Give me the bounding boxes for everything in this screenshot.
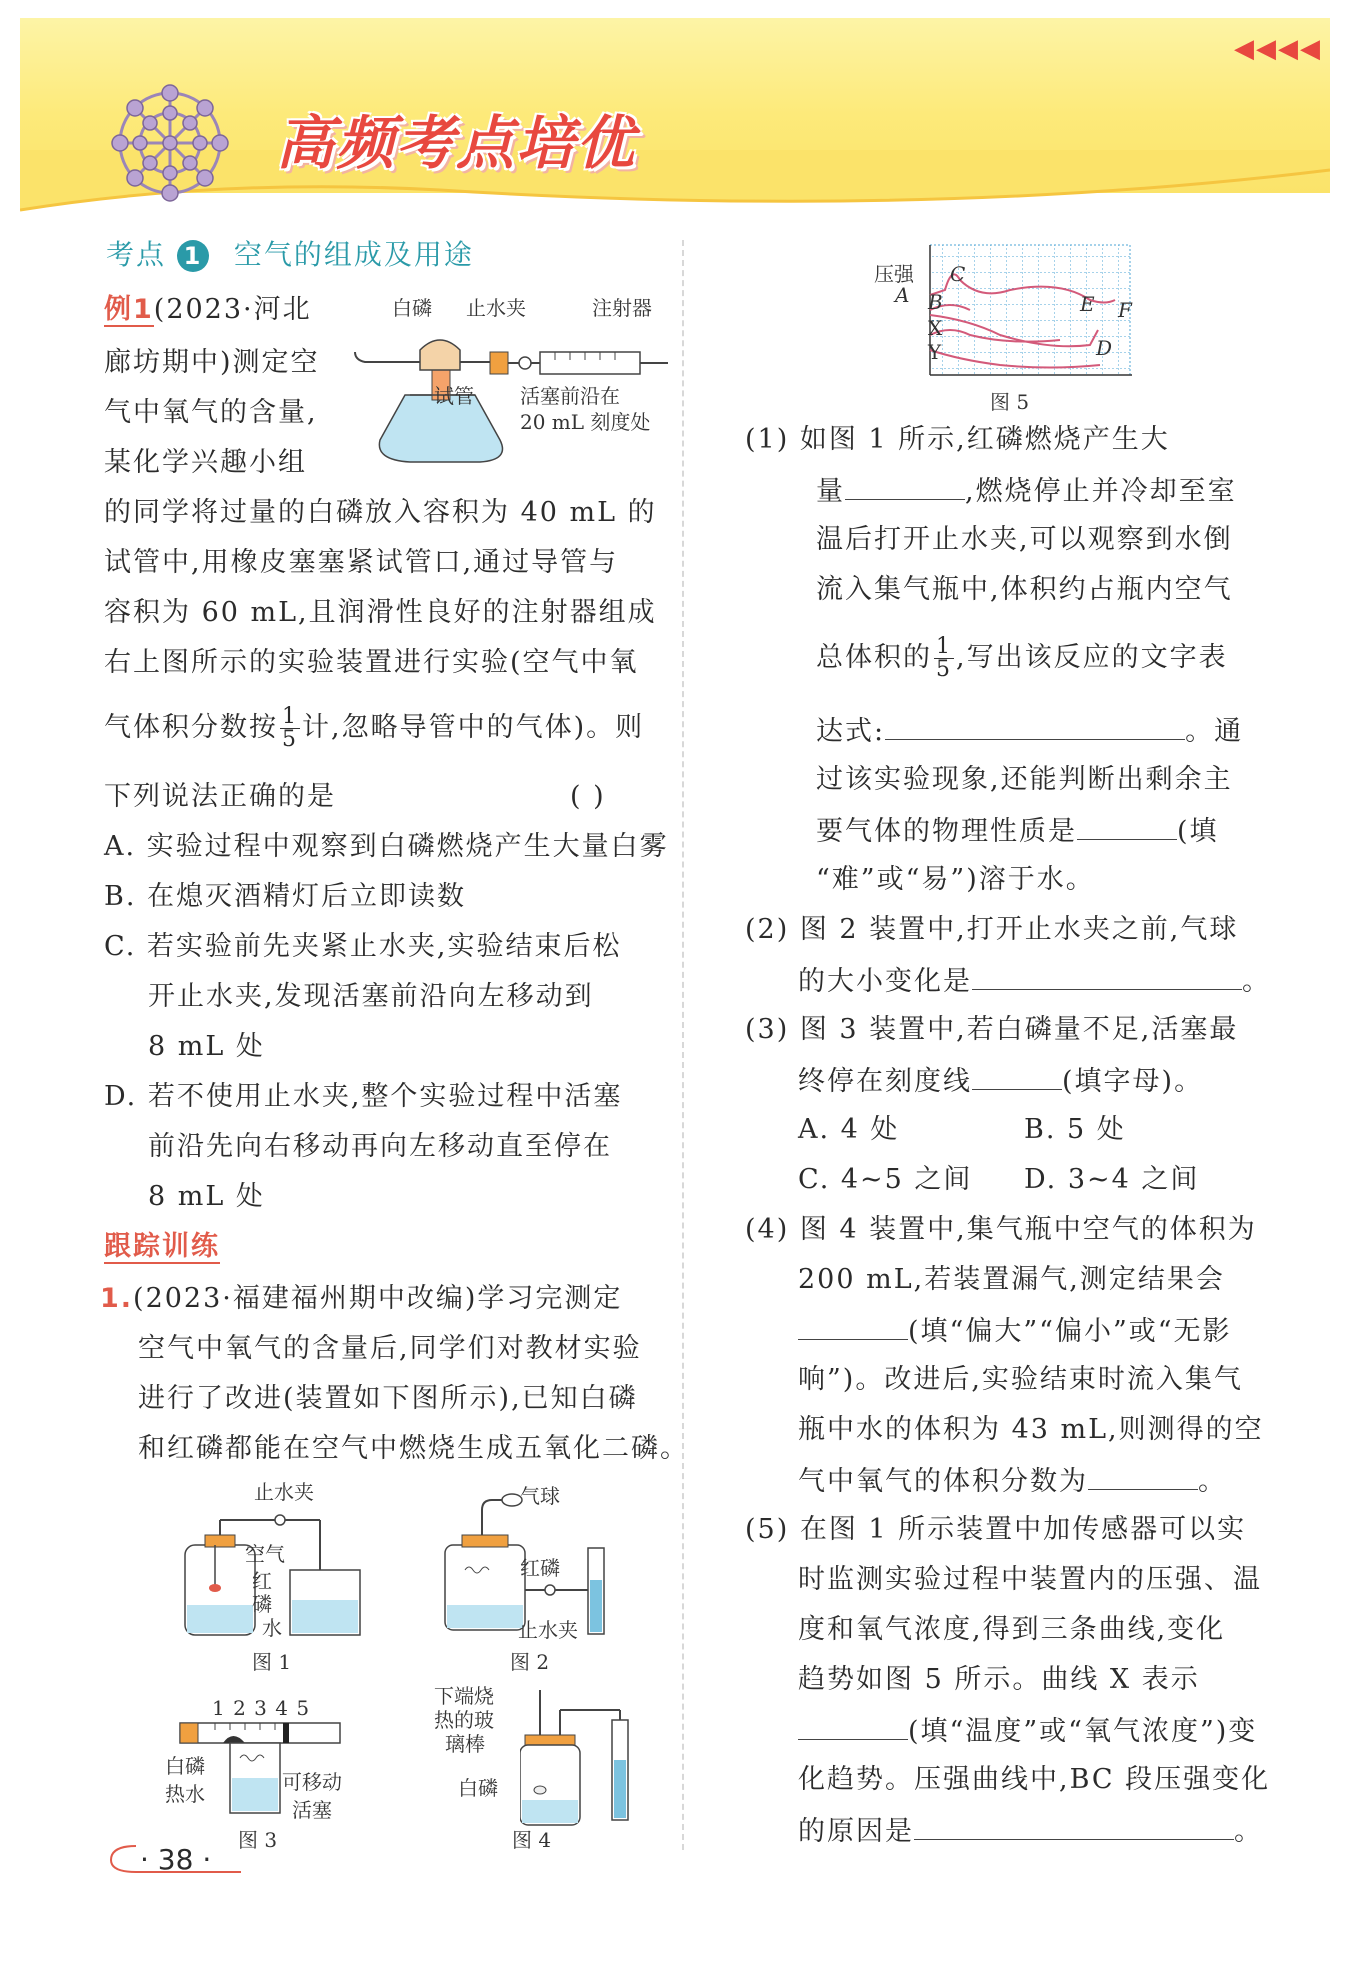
fig5-point-d: D [1096,336,1113,360]
figure-4 [520,1690,640,1830]
q1-line-8: 要气体的物理性质是 (填 [816,816,1219,847]
fig3-piston-1: 可移动 [282,1770,342,1794]
example-line-3: 气中氧气的含量, [104,397,318,428]
problem1-line-4: 和红磷都能在空气中燃烧生成五氧化二磷。 [138,1433,689,1464]
fig1-clamp-label: 止水夹 [254,1480,314,1504]
fig1-water: 水 [262,1616,282,1640]
problem1-number: 1. [100,1283,134,1314]
q3-option-c: C. 4~5 之间 [798,1164,973,1195]
column-divider [682,240,684,1850]
fig4-rod-2: 热的玻 [434,1708,494,1732]
q1-line-9: “难”或“易”)溶于水。 [816,864,1095,895]
option-b: B. 在熄灭酒精灯后立即读数 [104,881,467,912]
example-frac-line: 气体积分数按 $\frac{1}{5}$ 计,忽略导管中的气体)。则 [104,704,645,752]
q1-line-6: 达式: 。通 [816,716,1244,747]
fig5-ylabel: 压强 [874,262,914,286]
section-label: 考点 [106,238,167,271]
fig3-scale: 1 2 3 4 5 [212,1696,311,1720]
q1-blank-1 [845,475,965,500]
fig2-red-p-label: 红磷 [520,1556,560,1580]
option-c-cont2: 8 mL 处 [148,1031,265,1062]
q4-blank-1 [798,1315,908,1340]
q3-line-1: (3) 图 3 装置中,若白磷量不足,活塞最 [745,1014,1239,1045]
q4-line-5: 瓶中水的体积为 43 mL,则测得的空 [798,1414,1264,1445]
example-line-7: 容积为 60 mL,且润滑性良好的注射器组成 [104,597,657,628]
fig4-rod-1: 下端烧 [434,1684,494,1708]
option-c-cont: 开止水夹,发现活塞前沿向左移动到 [148,981,594,1012]
fig5-point-e: E [1080,292,1095,316]
fig1-red-p2: 磷 [252,1592,272,1616]
label-clamp: 止水夹 [466,296,526,320]
page-number: · 38 · [140,1843,212,1876]
fig5-caption: 图 5 [990,390,1030,414]
fig2-clamp-label: 止水夹 [518,1618,578,1642]
q1-frac-line: 总体积的 $\frac{1}{5}$ ,写出该反应的文字表 [816,634,1228,682]
fraction-one-fifth: $\frac{1}{5}$ [282,704,298,752]
option-c: C. 若实验前先夹紧止水夹,实验结束后松 [104,931,622,962]
q4-blank-2 [1088,1465,1198,1490]
example-line-5: 的同学将过量的白磷放入容积为 40 mL 的 [104,497,657,528]
q4-line-3: (填“偏大”“偏小”或“无影 [798,1315,1232,1347]
q1-line-1: (1) 如图 1 所示,红磷燃烧产生大 [745,424,1170,455]
option-d-cont: 前沿先向右移动再向左移动直至停在 [148,1131,612,1162]
option-d: D. 若不使用止水夹,整个实验过程中活塞 [104,1081,623,1112]
fig5-point-a: A [895,283,910,307]
problem1-line-2: 空气中氧气的含量后,同学们对教材实验 [138,1333,642,1364]
fig3-piston-2: 活塞 [292,1798,332,1822]
label-tube: 试管 [434,384,474,408]
fig2-balloon-label: 气球 [520,1484,560,1508]
section-number: 1 [177,240,209,272]
q4-line-4: 响”)。改进后,实验结束时流入集气 [798,1364,1243,1395]
q3-option-a: A. 4 处 [798,1114,900,1145]
q1-blank-2 [885,715,1185,740]
section-title: 空气的组成及用途 [233,238,474,271]
problem1-line-1: 1.(2023·福建福州期中改编)学习完测定 [100,1283,623,1314]
fig3-white-p: 白磷 [165,1754,205,1778]
fig5-point-x: X [928,316,943,340]
label-piston-1: 活塞前沿在 [520,384,620,408]
q3-option-b: B. 5 处 [1024,1114,1126,1145]
q5-line-1: (5) 在图 1 所示装置中加传感器可以实 [745,1514,1247,1545]
q2-line-2: 的大小变化是 。 [798,966,1271,997]
label-piston-2: 20 mL 刻度处 [520,410,651,434]
q1-line-4: 流入集气瓶中,体积约占瓶内空气 [816,574,1233,605]
q5-line-4: 趋势如图 5 所示。曲线 X 表示 [798,1664,1200,1695]
q5-line-7: 的原因是 。 [798,1816,1263,1847]
example-apparatus [350,300,670,470]
q4-line-1: (4) 图 4 装置中,集气瓶中空气的体积为 [745,1214,1257,1245]
q3-option-d: D. 3~4 之间 [1024,1164,1200,1195]
fig4-caption: 图 4 [512,1828,552,1852]
training-tag: 跟踪训练 [104,1231,220,1262]
decor-arrows: ◀◀◀◀ [1234,34,1322,64]
fig1-air-label: 空气 [245,1542,285,1566]
example-line-1: 例1(2023·河北 [104,294,312,325]
option-d-cont2: 8 mL 处 [148,1181,265,1212]
fig3-hot-water: 热水 [165,1782,205,1806]
q4-line-2: 200 mL,若装置漏气,测定结果会 [798,1264,1225,1295]
fullerene-icon [100,78,240,208]
q3-line-2: 终停在刻度线 (填字母)。 [798,1066,1204,1097]
q3-blank [972,1065,1062,1090]
fig5-point-y: Y [928,340,942,364]
fig4-white-p: 白磷 [458,1776,498,1800]
page-title: 高频考点培优 [276,109,637,177]
fig2-caption: 图 2 [510,1650,550,1674]
problem1-line-3: 进行了改进(装置如下图所示),已知白磷 [138,1383,638,1414]
q5-line-2: 时监测实验过程中装置内的压强、温 [798,1564,1262,1595]
section-heading [106,240,474,272]
q5-line-5: (填“温度”或“氧气浓度”)变 [798,1715,1257,1747]
q1-line-2: 量 ,燃烧停止并冷却至室 [816,476,1237,507]
example-line-6: 试管中,用橡皮塞塞紧试管口,通过导管与 [104,547,619,578]
fig1-caption: 图 1 [252,1650,292,1674]
fig1-red-p1: 红 [252,1569,272,1593]
q1-blank-3 [1077,815,1177,840]
q5-line-3: 度和氧气浓度,得到三条曲线,变化 [798,1614,1226,1645]
q4-line-6: 气中氧气的体积分数为 。 [798,1466,1227,1497]
option-a: A. 实验过程中观察到白磷燃烧产生大量白雾 [104,831,669,862]
example-line-2: 廊坊期中)测定空 [104,347,320,378]
example-line-8: 右上图所示的实验装置进行实验(空气中氧 [104,647,639,678]
fig5-point-f: F [1118,298,1132,322]
label-syringe: 注射器 [592,296,652,320]
q5-blank-2 [914,1815,1234,1840]
example-line-4: 某化学兴趣小组 [104,447,307,478]
q5-line-6: 化趋势。压强曲线中,BC 段压强变化 [798,1764,1271,1795]
q1-line-7: 过该实验现象,还能判断出剩余主 [816,764,1233,795]
fig4-rod-3: 璃棒 [445,1732,485,1756]
q2-blank [972,965,1242,990]
q5-blank-1 [798,1715,908,1740]
answer-paren: ( ) [570,781,606,812]
example-tag: 例1 [104,294,154,325]
example-question: 下列说法正确的是 [104,781,336,812]
q1-fraction: $\frac{1}{5}$ [936,634,952,682]
fig5-point-b: B [928,290,943,314]
fig5-point-c: C [950,262,966,286]
label-white-phosphorus: 白磷 [392,296,432,320]
q2-line-1: (2) 图 2 装置中,打开止水夹之前,气球 [745,914,1239,945]
q1-line-3: 温后打开止水夹,可以观察到水倒 [816,524,1233,555]
fig3-caption: 图 3 [238,1828,278,1852]
